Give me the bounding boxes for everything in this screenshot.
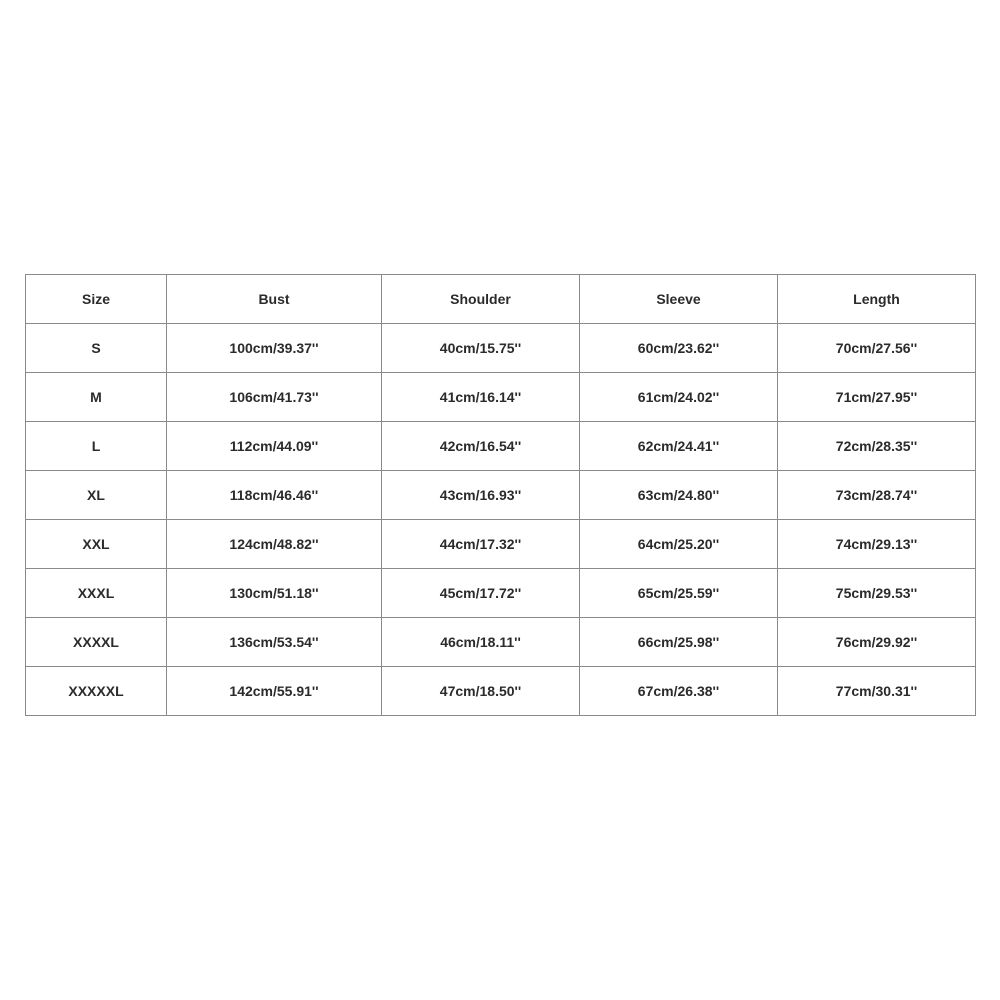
cell-length: 72cm/28.35'': [778, 422, 976, 471]
cell-shoulder: 42cm/16.54'': [382, 422, 580, 471]
cell-length: 76cm/29.92'': [778, 618, 976, 667]
cell-sleeve: 61cm/24.02'': [580, 373, 778, 422]
cell-bust: 112cm/44.09'': [167, 422, 382, 471]
cell-sleeve: 65cm/25.59'': [580, 569, 778, 618]
cell-shoulder: 47cm/18.50'': [382, 667, 580, 716]
table-row: [26, 373, 976, 422]
cell-length: 75cm/29.53'': [778, 569, 976, 618]
table-row: [26, 618, 976, 667]
cell-length: 77cm/30.31'': [778, 667, 976, 716]
cell-sleeve: 66cm/25.98'': [580, 618, 778, 667]
table-row: [26, 471, 976, 520]
table-row: [26, 667, 976, 716]
cell-sleeve: 67cm/26.38'': [580, 667, 778, 716]
cell-bust: 136cm/53.54'': [167, 618, 382, 667]
header-bust: Bust: [167, 275, 382, 324]
cell-shoulder: 40cm/15.75'': [382, 324, 580, 373]
cell-length: 70cm/27.56'': [778, 324, 976, 373]
cell-sleeve: 63cm/24.80'': [580, 471, 778, 520]
cell-bust: 118cm/46.46'': [167, 471, 382, 520]
cell-size: XXXL: [26, 569, 167, 618]
header-row: [26, 275, 976, 324]
cell-size: S: [26, 324, 167, 373]
table-row: [26, 422, 976, 471]
header-shoulder: Shoulder: [382, 275, 580, 324]
cell-size: XXL: [26, 520, 167, 569]
cell-bust: 130cm/51.18'': [167, 569, 382, 618]
cell-length: 71cm/27.95'': [778, 373, 976, 422]
cell-size: XXXXL: [26, 618, 167, 667]
table-row: [26, 324, 976, 373]
cell-bust: 142cm/55.91'': [167, 667, 382, 716]
cell-shoulder: 41cm/16.14'': [382, 373, 580, 422]
cell-shoulder: 43cm/16.93'': [382, 471, 580, 520]
cell-length: 73cm/28.74'': [778, 471, 976, 520]
cell-size: XL: [26, 471, 167, 520]
cell-sleeve: 62cm/24.41'': [580, 422, 778, 471]
cell-bust: 100cm/39.37'': [167, 324, 382, 373]
size-chart-header: [26, 275, 976, 324]
cell-length: 74cm/29.13'': [778, 520, 976, 569]
cell-size: XXXXXL: [26, 667, 167, 716]
size-chart-table: [25, 274, 976, 716]
table-row: [26, 569, 976, 618]
header-size: Size: [26, 275, 167, 324]
cell-sleeve: 64cm/25.20'': [580, 520, 778, 569]
cell-bust: 124cm/48.82'': [167, 520, 382, 569]
table-row: [26, 520, 976, 569]
cell-size: M: [26, 373, 167, 422]
cell-shoulder: 46cm/18.11'': [382, 618, 580, 667]
header-sleeve: Sleeve: [580, 275, 778, 324]
cell-sleeve: 60cm/23.62'': [580, 324, 778, 373]
cell-size: L: [26, 422, 167, 471]
cell-bust: 106cm/41.73'': [167, 373, 382, 422]
header-length: Length: [778, 275, 976, 324]
cell-shoulder: 45cm/17.72'': [382, 569, 580, 618]
cell-shoulder: 44cm/17.32'': [382, 520, 580, 569]
size-chart-body: [26, 324, 976, 716]
